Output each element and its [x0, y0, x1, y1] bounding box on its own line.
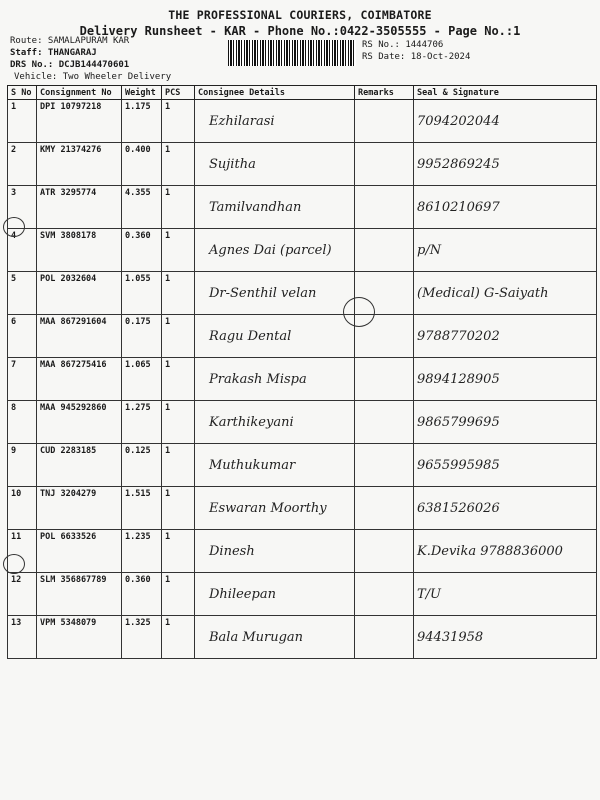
- row-weight: 1.055: [122, 272, 162, 315]
- row-signature: 94431958: [414, 616, 597, 659]
- row-sno: 11: [8, 530, 37, 573]
- row-remarks: [355, 186, 414, 229]
- rs-date: RS Date: 18-Oct-2024: [362, 52, 471, 62]
- row-consignment: KMY 21374276: [37, 143, 122, 186]
- table-row: [8, 143, 597, 186]
- col-header-consignment: Consignment No: [37, 86, 122, 100]
- row-consignee: Muthukumar: [195, 444, 355, 487]
- table-row: [8, 401, 597, 444]
- table-row: [8, 573, 597, 616]
- row-pcs: 1: [162, 573, 195, 616]
- row-consignment: TNJ 3204279: [37, 487, 122, 530]
- runsheet-table: [7, 85, 597, 659]
- row-sno: 8: [8, 401, 37, 444]
- col-header-consignee: Consignee Details: [195, 86, 355, 100]
- row-consignee: Prakash Mispa: [195, 358, 355, 401]
- vehicle-label: Vehicle: Two Wheeler Delivery: [14, 72, 172, 82]
- table-row: [8, 186, 597, 229]
- row-remarks: [355, 100, 414, 143]
- row-consignment: SVM 3808178: [37, 229, 122, 272]
- drs-number: DRS No.: DCJB144470601: [10, 60, 130, 70]
- row-weight: 1.235: [122, 530, 162, 573]
- row-sno: 5: [8, 272, 37, 315]
- row-signature: 9894128905: [414, 358, 597, 401]
- table-row: [8, 616, 597, 659]
- row-remarks: [355, 616, 414, 659]
- row-weight: 1.275: [122, 401, 162, 444]
- row-signature: p/N: [414, 229, 597, 272]
- circled-mark: [3, 554, 25, 574]
- row-consignment: MAA 867275416: [37, 358, 122, 401]
- table-header-row: [8, 86, 597, 100]
- table-row: [8, 100, 597, 143]
- row-remarks: [355, 530, 414, 573]
- row-weight: 4.355: [122, 186, 162, 229]
- row-sno: 3: [8, 186, 37, 229]
- row-remarks: [355, 229, 414, 272]
- row-signature: 8610210697: [414, 186, 597, 229]
- row-sno: 7: [8, 358, 37, 401]
- row-consignment: DPI 10797218: [37, 100, 122, 143]
- row-weight: 1.175: [122, 100, 162, 143]
- row-sno: 12: [8, 573, 37, 616]
- row-consignment: VPM 5348079: [37, 616, 122, 659]
- table-row: [8, 444, 597, 487]
- col-header-pcs: PCS: [162, 86, 195, 100]
- row-sno: 9: [8, 444, 37, 487]
- row-pcs: 1: [162, 143, 195, 186]
- row-weight: 1.515: [122, 487, 162, 530]
- row-pcs: 1: [162, 487, 195, 530]
- row-remarks: [355, 358, 414, 401]
- row-remarks: [355, 401, 414, 444]
- row-consignee: Ragu Dental: [195, 315, 355, 358]
- row-remarks: [355, 573, 414, 616]
- col-header-weight: Weight: [122, 86, 162, 100]
- row-sno: 10: [8, 487, 37, 530]
- row-consignment: POL 2032604: [37, 272, 122, 315]
- row-consignee: Eswaran Moorthy: [195, 487, 355, 530]
- col-header-sno: S No: [8, 86, 37, 100]
- row-consignee: Dr-Senthil velan: [195, 272, 355, 315]
- row-sno: 1: [8, 100, 37, 143]
- row-remarks: [355, 143, 414, 186]
- row-signature: 9952869245: [414, 143, 597, 186]
- row-sno: 13: [8, 616, 37, 659]
- circled-mark: [3, 217, 25, 237]
- table-row: [8, 315, 597, 358]
- col-header-signature: Seal & Signature: [414, 86, 597, 100]
- row-sno: 6: [8, 315, 37, 358]
- row-weight: 0.360: [122, 573, 162, 616]
- company-title: THE PROFESSIONAL COURIERS, COIMBATORE: [168, 8, 432, 22]
- row-weight: 0.125: [122, 444, 162, 487]
- row-signature: 6381526026: [414, 487, 597, 530]
- staff-label: Staff: THANGARAJ: [10, 48, 97, 58]
- row-signature: (Medical) G-Saiyath: [414, 272, 597, 315]
- runsheet-title: Delivery Runsheet - KAR - Phone No.:0422-3505555 - Page No.:1: [79, 24, 521, 38]
- row-consignment: POL 6633526: [37, 530, 122, 573]
- row-signature: T/U: [414, 573, 597, 616]
- row-weight: 0.175: [122, 315, 162, 358]
- table-row: [8, 358, 597, 401]
- row-pcs: 1: [162, 444, 195, 487]
- row-sno: 2: [8, 143, 37, 186]
- row-remarks: [355, 487, 414, 530]
- row-consignment: MAA 945292860: [37, 401, 122, 444]
- row-remarks: [355, 444, 414, 487]
- col-header-remarks: Remarks: [355, 86, 414, 100]
- row-pcs: 1: [162, 272, 195, 315]
- row-pcs: 1: [162, 229, 195, 272]
- rs-number: RS No.: 1444706: [362, 40, 444, 50]
- table-row: [8, 229, 597, 272]
- row-pcs: 1: [162, 315, 195, 358]
- barcode: [228, 40, 356, 66]
- row-pcs: 1: [162, 616, 195, 659]
- row-signature: 7094202044: [414, 100, 597, 143]
- row-weight: 0.400: [122, 143, 162, 186]
- row-consignment: CUD 2283185: [37, 444, 122, 487]
- row-consignee: Tamilvandhan: [195, 186, 355, 229]
- row-pcs: 1: [162, 186, 195, 229]
- row-pcs: 1: [162, 401, 195, 444]
- row-consignee: Sujitha: [195, 143, 355, 186]
- row-pcs: 1: [162, 358, 195, 401]
- row-weight: 0.360: [122, 229, 162, 272]
- row-signature: 9655995985: [414, 444, 597, 487]
- row-consignee: Karthikeyani: [195, 401, 355, 444]
- row-weight: 1.325: [122, 616, 162, 659]
- route-label: Route: SAMALAPURAM KAR: [10, 36, 130, 46]
- row-signature: K.Devika 9788836000: [414, 530, 597, 573]
- row-consignment: MAA 867291604: [37, 315, 122, 358]
- row-pcs: 1: [162, 100, 195, 143]
- table-row: [8, 487, 597, 530]
- row-sno: 4: [8, 229, 37, 272]
- row-consignee: Ezhilarasi: [195, 100, 355, 143]
- circled-mark: [343, 297, 375, 327]
- row-pcs: 1: [162, 530, 195, 573]
- row-consignee: Bala Murugan: [195, 616, 355, 659]
- row-consignee: Dhileepan: [195, 573, 355, 616]
- row-signature: 9788770202: [414, 315, 597, 358]
- row-signature: 9865799695: [414, 401, 597, 444]
- row-consignment: SLM 356867789: [37, 573, 122, 616]
- row-consignee: Dinesh: [195, 530, 355, 573]
- table-row: [8, 530, 597, 573]
- row-weight: 1.065: [122, 358, 162, 401]
- row-consignment: ATR 3295774: [37, 186, 122, 229]
- table-row: [8, 272, 597, 315]
- row-consignee: Agnes Dai (parcel): [195, 229, 355, 272]
